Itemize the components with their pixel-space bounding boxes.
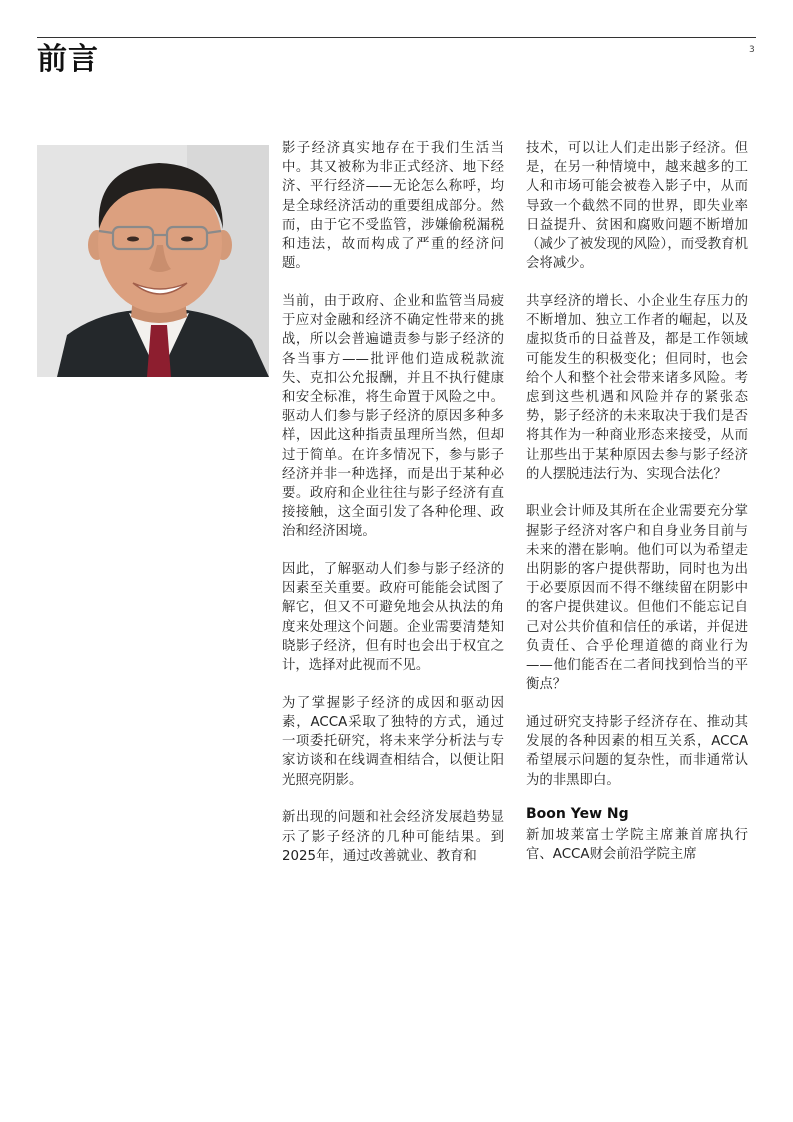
paragraph: 通过研究支持影子经济存在、推动其发展的各种因素的相互关系，ACCA希望展示问题的复杂性，而非通常认为的非黑即白。 bbox=[526, 714, 748, 788]
tie bbox=[147, 325, 171, 377]
paragraph: 当前，由于政府、企业和监管当局疲于应对金融和经济不确定性带来的挑战，所以会普遍谴责参与影子经济的各当事方——批评他们造成税款流失、克扣公允报酬，并且不执行健康和安全标准，将生命置于风险之中。驱动人们参与影子经济的原因多种多样，因此这种指责虽理所当然，但却过于简单。在许多情况下，参与影子经济并非一种选择，而是出于某种必要。政府和企业往往与影子经济有直接接触，这全面引发了各种伦理、政治和经济困境。 bbox=[282, 293, 504, 540]
paragraph: 职业会计师及其所在企业需要充分掌握影子经济对客户和自身业务目前与未来的潜在影响。他们可以为希望走出阴影的客户提供帮助，同时也为出于必要原因而不得不继续留在阴影中的客户提供建议。但他们不能忘记自己对公共价值和信任的承诺，并促进负责任、合乎伦理道德的商业行为——他们能否在二者间找到恰当的平衡点？ bbox=[526, 504, 748, 693]
page-number: 3 bbox=[749, 45, 755, 55]
paragraph: 影子经济真实地存在于我们生活当中。其又被称为非正式经济、地下经济、平行经济——无论怎么称呼，均是全球经济活动的重要组成部分。然而，由于它不受监管，涉嫌偷税漏税和违法，故而构成了严重的经济问题。 bbox=[282, 141, 504, 272]
paragraph: 共享经济的增长、小企业生存压力的不断增加、独立工作者的崛起，以及虚拟货币的日益普及，都是工作领域可能发生的积极变化；但同时，也会给个人和整个社会带来诸多风险。考虑到这些机遇和风险并存的紧张态势，影子经济的未来取决于我们是否将其作为一种商业形态来接受，从而让那些出于某种原因去参与影子经济的人摆脱违法行为、实现合法化？ bbox=[526, 293, 748, 482]
portrait-photo-icon bbox=[37, 145, 269, 377]
paragraph: 技术，可以让人们走出影子经济。但是，在另一种情境中，越来越多的工人和市场可能会被卷入影子中，从而导致一个截然不同的世界，即失业率日益提升、贫困和腐败问题不断增加（减少了被发现的风险），而受教育机会将减少。 bbox=[526, 141, 748, 272]
portrait-photo bbox=[37, 145, 269, 377]
signature-title: 新加坡莱富士学院主席兼首席执行官、ACCA财会前沿学院主席 bbox=[526, 827, 748, 862]
right-eye bbox=[181, 237, 193, 242]
paragraph: 新出现的问题和社会经济发展趋势显示了影子经济的几种可能结果。到2025年，通过改善就业、教育和 bbox=[282, 810, 504, 864]
signature-name: Boon Yew Ng bbox=[526, 806, 629, 823]
header-rule bbox=[37, 37, 756, 38]
page-title: 前言 bbox=[37, 42, 99, 77]
paragraph: 因此，了解驱动人们参与影子经济的因素至关重要。政府可能能会试图了解它，但又不可避免地会从执法的角度来处理这个问题。企业需要清楚知晓影子经济，但有时也会出于权宜之计，选择对此视而不见。 bbox=[282, 562, 504, 674]
body-column-left bbox=[282, 139, 504, 884]
body-column-right bbox=[526, 139, 748, 882]
left-eye bbox=[127, 237, 139, 242]
paragraph: 为了掌握影子经济的成因和驱动因素，ACCA采取了独特的方式，通过一项委托研究，将未来学分析法与专家访谈和在线调查相结合，以便让阳光照亮阴影。 bbox=[282, 695, 504, 788]
